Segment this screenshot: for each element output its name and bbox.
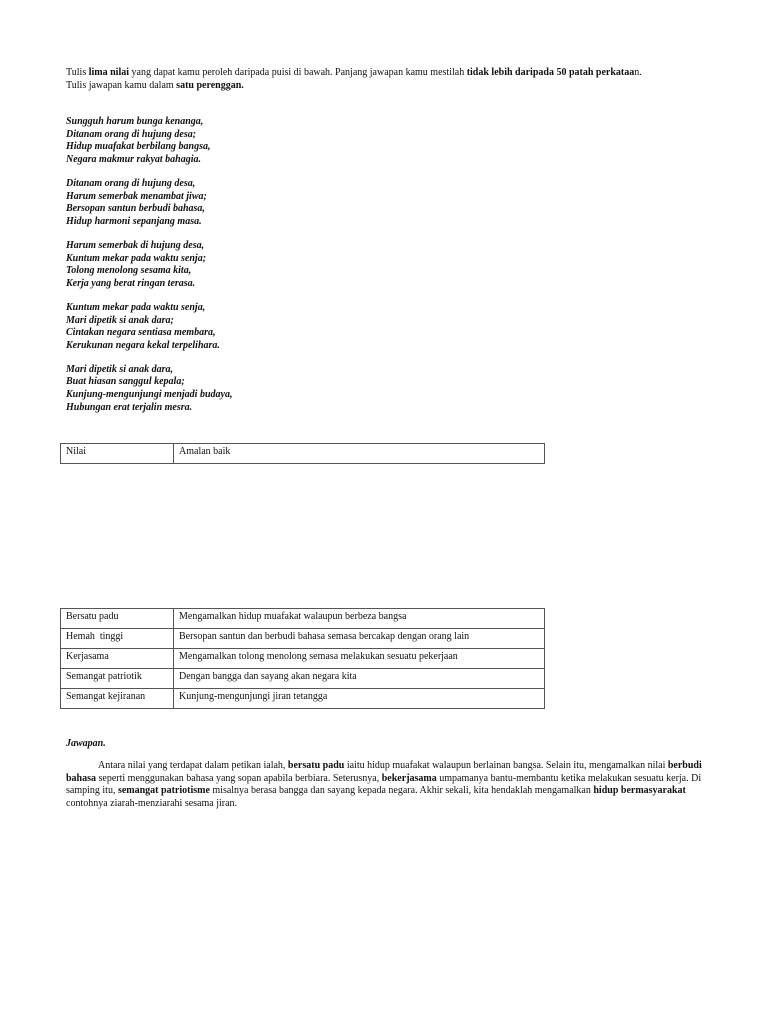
table-row <box>61 609 545 629</box>
instruction-text: Tulis <box>66 67 89 78</box>
answer-bold-term: bekerjasama <box>381 772 437 784</box>
table-cell-amalan: Mengamalkan tolong menolong semasa melakukan sesuatu pekerjaan <box>174 649 545 669</box>
table-row <box>61 444 545 464</box>
answer-text: iaitu hidup muafakat walaupun berlainan bangsa. Selain itu, mengamalkan nilai <box>344 760 668 771</box>
table-row <box>61 649 545 669</box>
answer-text: seperti menggunakan bahasa yang sopan apabila berbiara. Seterusnya, <box>96 772 382 784</box>
table-cell-nilai: Hemah tinggi <box>61 629 174 649</box>
answer-paragraph <box>66 760 702 810</box>
table-cell-amalan: Mengamalkan hidup muafakat walaupun berbeza bangsa <box>174 609 545 629</box>
poem-line: Harum semerbak di hujung desa, <box>66 239 205 251</box>
table-cell-amalan: Dengan bangga dan sayang akan negara kita <box>174 669 545 689</box>
table-header-nilai: Nilai <box>61 444 174 464</box>
poem-stanza <box>66 178 232 228</box>
table-row <box>61 669 545 689</box>
answer-title: Jawapan. <box>66 738 106 749</box>
table-header-amalan-baik: Amalan baik <box>174 444 545 464</box>
instruction-bold-lima-nilai: lima nilai <box>88 67 130 78</box>
poem-line: Kunjung-mengunjungi menjadi budaya, <box>66 389 233 401</box>
nilai-answer-table <box>60 608 545 709</box>
instruction-paragraph <box>66 66 726 92</box>
poem-line: Buat hiasan sanggul kepala; <box>66 376 185 388</box>
answer-text: umpamanya bantu-membantu ketika melakukan sesuatu kerja. Di samping itu, <box>66 772 702 797</box>
poem-stanza <box>66 364 232 414</box>
answer-text: Antara nilai yang terdapat dalam petikan ialah, <box>98 760 288 771</box>
nilai-header-table <box>60 443 545 464</box>
poem-line: Harum semerbak menambat jiwa; <box>66 190 207 202</box>
table-cell-nilai: Kerjasama <box>61 649 174 669</box>
poem-line: Kerja yang berat ringan terasa. <box>66 277 196 289</box>
table-cell-amalan: Bersopan santun dan berbudi bahasa semasa bercakap dengan orang lain <box>174 629 545 649</box>
answer-bold-term: semangat patriotisme <box>117 785 210 797</box>
answer-text: misalnya berasa bangga dan sayang kepada negara. Akhir sekali, kita hendaklah mengamalkan <box>209 785 594 797</box>
poem-line: Hidup muafakat berbilang bangsa, <box>66 141 211 153</box>
poem-line: Kuntum mekar pada waktu senja; <box>66 252 207 264</box>
instruction-bold-paragraph: satu perenggan. <box>176 80 244 91</box>
poem-line: Mari dipetik si anak dara; <box>66 314 174 326</box>
poem <box>66 116 232 426</box>
answer-bold-term: berbudi bahasa <box>66 760 702 784</box>
poem-stanza <box>66 302 232 352</box>
instruction-text: n. <box>634 67 642 78</box>
poem-line: Bersopan santun berbudi bahasa, <box>66 203 205 215</box>
poem-stanza <box>66 240 232 290</box>
table-row <box>61 629 545 649</box>
table-row <box>61 689 545 709</box>
poem-line: Kerukunan negara kekal terpelihara. <box>66 339 220 351</box>
poem-line: Sungguh harum bunga kenanga, <box>66 116 204 127</box>
poem-line: Hubungan erat terjalin mesra. <box>66 401 193 413</box>
poem-line: Cintakan negara sentiasa membara, <box>66 327 216 339</box>
instruction-text: yang dapat kamu peroleh daripada puisi di bawah. Panjang jawapan kamu mestilah <box>129 67 467 78</box>
poem-line: Mari dipetik si anak dara, <box>66 363 173 375</box>
instruction-text: Tulis jawapan kamu dalam <box>66 80 177 91</box>
answer-text: contohnya ziarah-menziarahi sesama jiran. <box>66 797 238 809</box>
table-cell-nilai: Bersatu padu <box>61 609 174 629</box>
answer-bold-term: bersatu padu <box>287 760 345 771</box>
table-cell-nilai: Semangat patriotik <box>61 669 174 689</box>
poem-line: Ditanam orang di hujung desa; <box>66 128 197 140</box>
answer-bold-term: hidup bermasyarakat <box>593 785 686 797</box>
poem-line: Hidup harmoni sepanjang masa. <box>66 215 202 227</box>
poem-line: Tolong menolong sesama kita, <box>66 265 192 277</box>
table-cell-amalan: Kunjung-mengunjungi jiran tetangga <box>174 689 545 709</box>
poem-line: Negara makmur rakyat bahagia. <box>66 153 202 165</box>
instruction-bold-word-limit: tidak lebih daripada 50 patah perkataa <box>466 67 635 78</box>
poem-line: Kuntum mekar pada waktu senja, <box>66 301 206 313</box>
poem-stanza <box>66 116 232 166</box>
poem-line: Ditanam orang di hujung desa, <box>66 177 196 189</box>
table-cell-nilai: Semangat kejiranan <box>61 689 174 709</box>
